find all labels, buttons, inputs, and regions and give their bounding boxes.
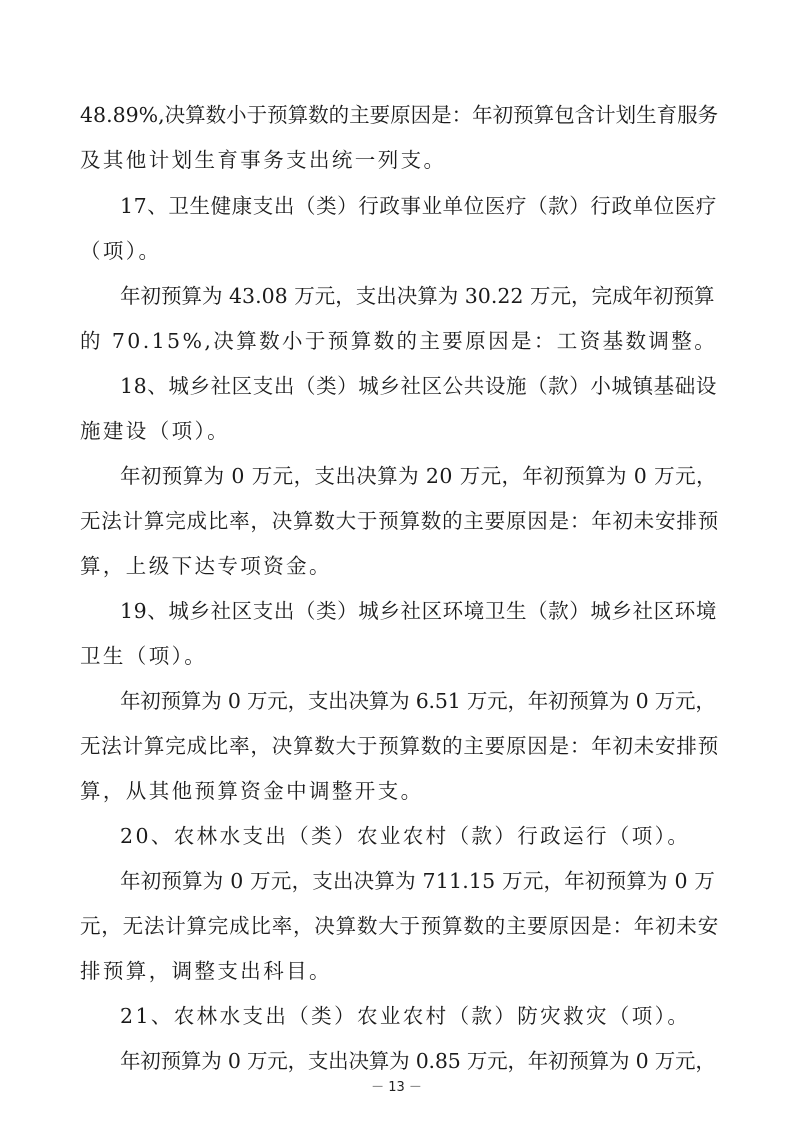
body-text-line: 及其他计划生育事务支出统一列支。 bbox=[80, 148, 447, 172]
body-text-line: 排预算，调整支出科目。 bbox=[80, 959, 332, 983]
page-number: － 13 － bbox=[371, 1080, 422, 1095]
section-heading-19: 19、城乡社区支出（类）城乡社区环境卫生（款）城乡社区环境 bbox=[120, 599, 717, 623]
section-heading-18: 18、城乡社区支出（类）城乡社区公共设施（款）小城镇基础设 bbox=[120, 374, 717, 398]
section-heading-20: 20、农林水支出（类）农业农村（款）行政运行（项）。 bbox=[120, 824, 691, 848]
body-text-line: 无法计算完成比率，决算数大于预算数的主要原因是：年初未安排预 bbox=[80, 509, 719, 533]
body-text-line: 48.89%,决算数小于预算数的主要原因是：年初预算包含计划生育服务 bbox=[80, 103, 719, 127]
body-text-line: 年初预算为 0 万元，支出决算为 20 万元，年初预算为 0 万元， bbox=[120, 464, 717, 488]
body-text-line: 无法计算完成比率，决算数大于预算数的主要原因是：年初未安排预 bbox=[80, 734, 719, 758]
section-heading-18-cont: 施建设（项）。 bbox=[80, 419, 231, 443]
section-heading-19-cont: 卫生（项）。 bbox=[80, 644, 208, 668]
body-text-line: 元，无法计算完成比率，决算数大于预算数的主要原因是：年初未安 bbox=[80, 914, 719, 938]
body-text-line: 年初预算为 0 万元，支出决算为 0.85 万元，年初预算为 0 万元， bbox=[120, 1049, 716, 1073]
section-heading-17: 17、卫生健康支出（类）行政事业单位医疗（款）行政单位医疗 bbox=[120, 194, 717, 218]
body-text-line: 的 70.15%,决算数小于预算数的主要原因是：工资基数调整。 bbox=[80, 329, 718, 353]
section-heading-21: 21、农林水支出（类）农业农村（款）防灾救灾（项）。 bbox=[120, 1004, 691, 1028]
body-text-line: 年初预算为 0 万元，支出决算为 711.15 万元，年初预算为 0 万 bbox=[120, 869, 716, 893]
body-text-line: 年初预算为 43.08 万元，支出决算为 30.22 万元，完成年初预算 bbox=[120, 284, 715, 308]
body-text-line: 算，上级下达专项资金。 bbox=[80, 554, 332, 578]
section-heading-17-cont: （项）。 bbox=[80, 239, 162, 263]
body-text-line: 年初预算为 0 万元，支出决算为 6.51 万元，年初预算为 0 万元， bbox=[120, 689, 716, 713]
body-text-line: 算，从其他预算资金中调整开支。 bbox=[80, 779, 424, 803]
